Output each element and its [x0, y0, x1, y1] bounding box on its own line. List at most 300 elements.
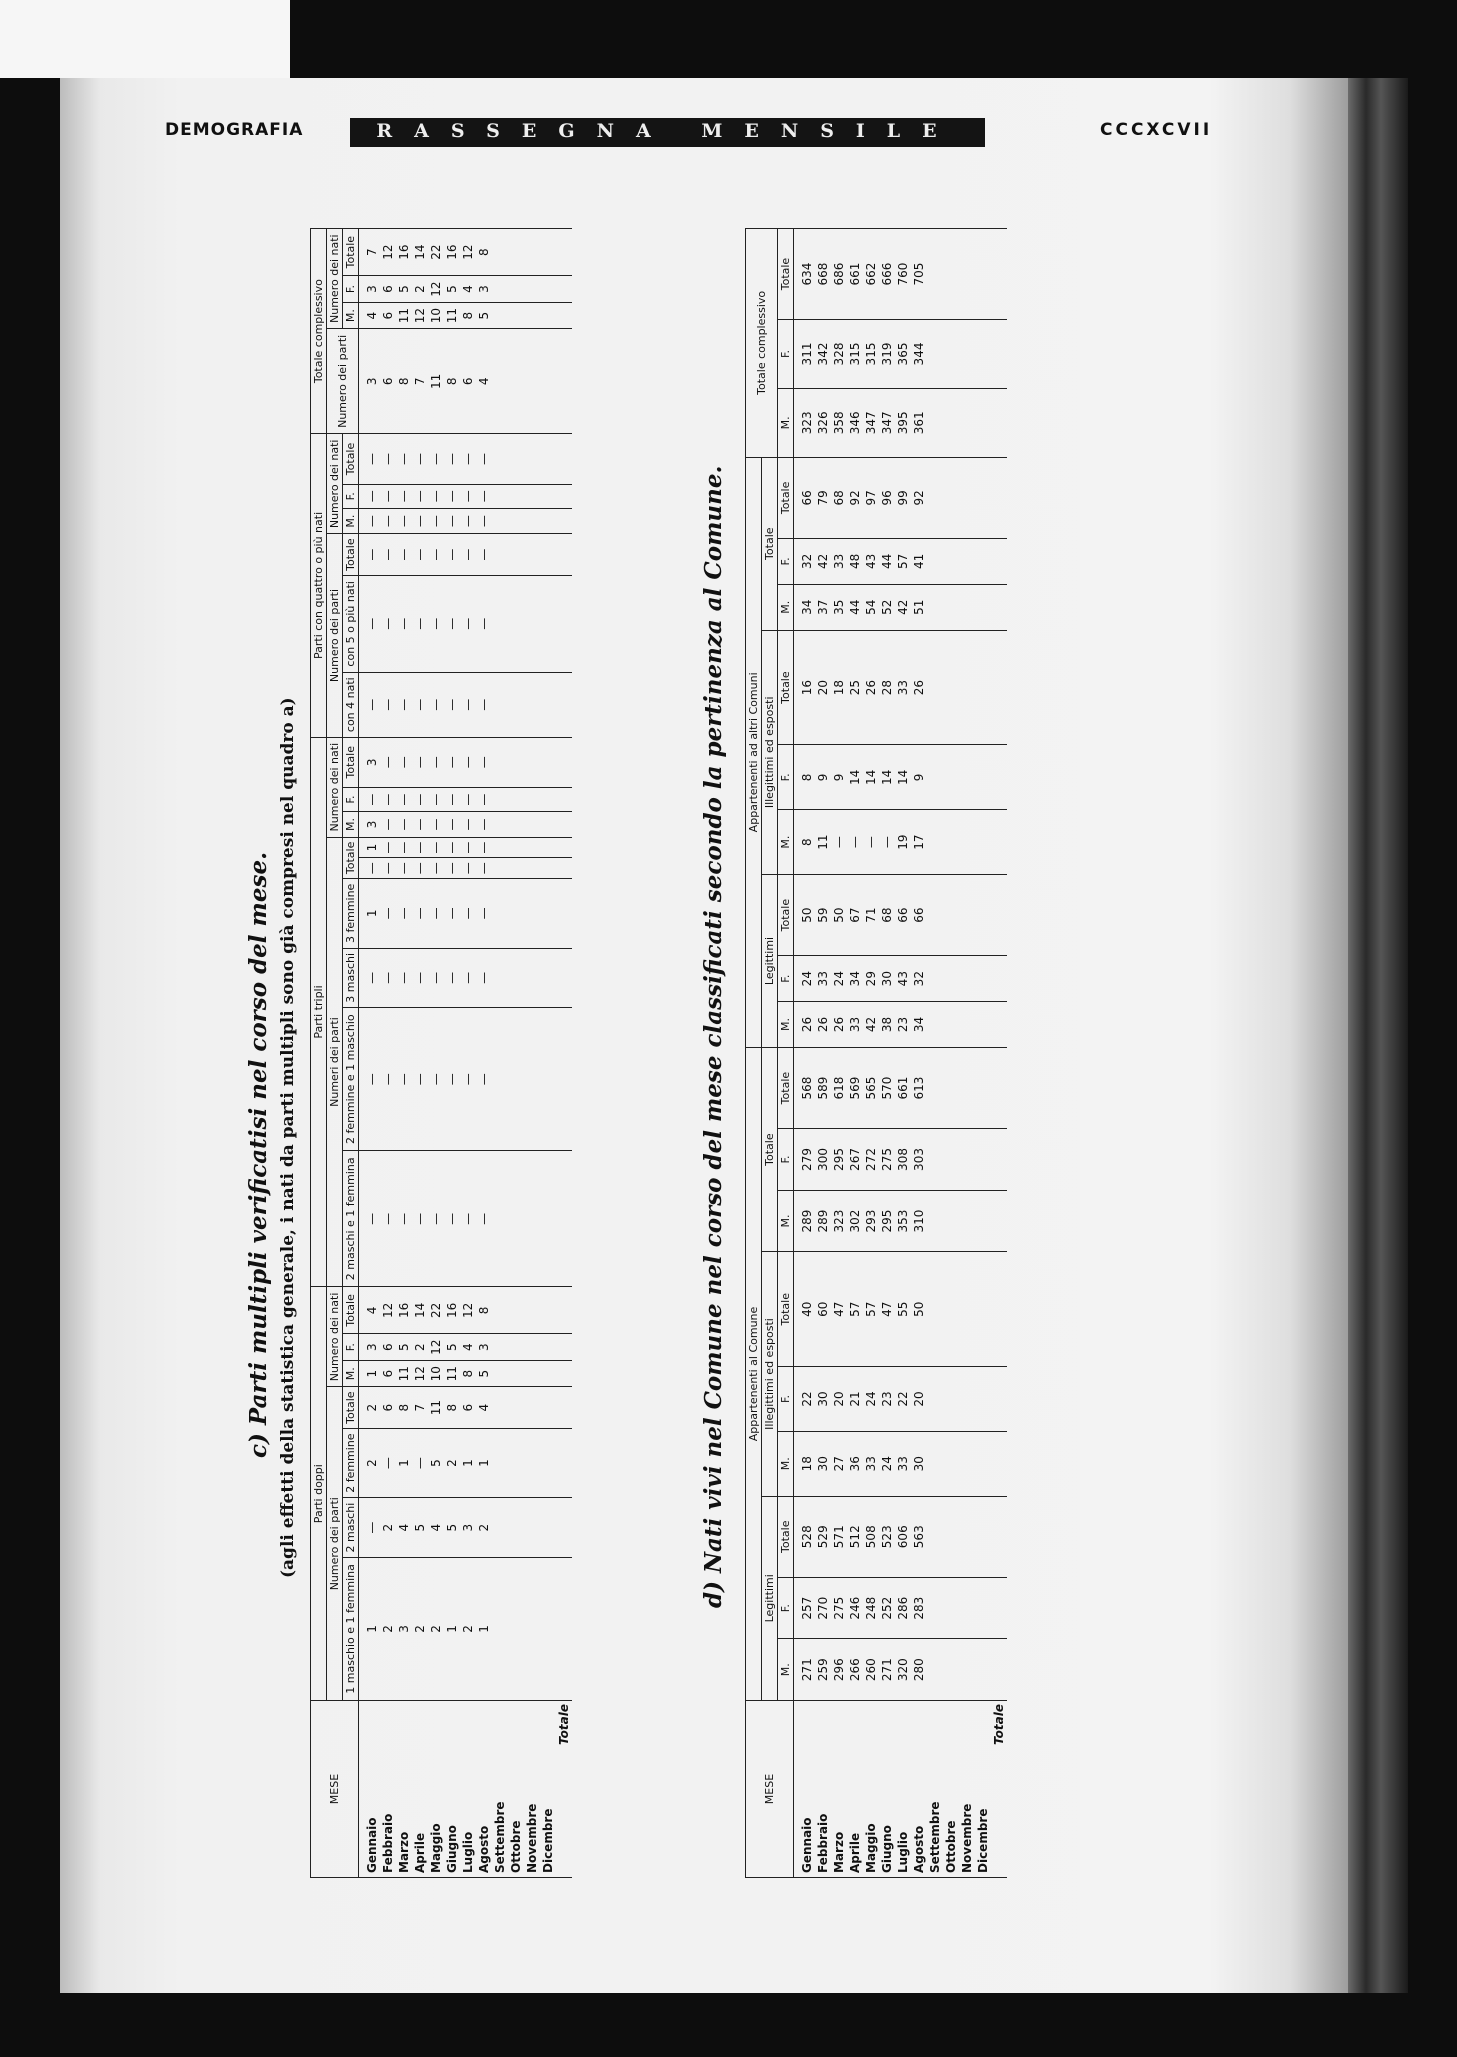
table-cell [524, 1387, 540, 1428]
table-cell: 43 [895, 956, 911, 1002]
table-cell: 26 [911, 630, 927, 745]
header-banner-rule [350, 144, 985, 147]
table-cell: 12 [428, 276, 444, 303]
table-cell [943, 1431, 959, 1496]
table-cell: — [476, 858, 492, 879]
table-cell [943, 538, 959, 584]
table-cell: — [412, 484, 428, 508]
table-cell: 11 [396, 1360, 412, 1387]
table-cell: 24 [831, 956, 847, 1002]
table-cell: — [359, 1151, 381, 1287]
table-cell: — [412, 1008, 428, 1151]
table-cell: 66 [794, 457, 816, 538]
table-cell [943, 1047, 959, 1128]
total-cell [556, 948, 572, 1007]
table-cell [975, 388, 991, 457]
table-cell: 25 [847, 630, 863, 745]
table-cell: 10 [428, 1360, 444, 1387]
sub-illegittimi: Illegittimi ed esposti [762, 630, 778, 874]
table-cell: 347 [863, 388, 879, 457]
col-tre-maschi: 3 maschi [343, 948, 359, 1007]
table-cell: — [359, 508, 381, 534]
table-cell: — [380, 484, 396, 508]
table-cell: — [412, 948, 428, 1007]
table-cell: — [396, 575, 412, 672]
table-cell: 315 [847, 320, 863, 389]
table-row [476, 229, 492, 1878]
table-cell: 66 [911, 874, 927, 955]
table-cell [492, 672, 508, 737]
table-cell [540, 229, 556, 276]
sub-numero-nati: Numero dei nati [327, 229, 343, 329]
table-cell: 16 [444, 229, 460, 276]
table-cell [508, 1151, 524, 1287]
table-cell: 1 [359, 1360, 381, 1387]
col-m: M. [343, 508, 359, 534]
table-cell: — [412, 837, 428, 858]
table-cell: 260 [863, 1639, 879, 1701]
table-cell [524, 1360, 540, 1387]
sub-numero-parti: Numero dei parti [327, 329, 359, 434]
table-cell: — [460, 948, 476, 1007]
table-cell [492, 1557, 508, 1700]
col-totale: Totale [778, 229, 794, 320]
table-cell: 1 [359, 837, 381, 858]
col-totale: Totale [778, 630, 794, 745]
table-cell: 18 [794, 1431, 816, 1496]
table-cell [975, 229, 991, 320]
table-cell [524, 812, 540, 838]
table-cell [927, 810, 943, 875]
table-cell [540, 276, 556, 303]
table-cell: 252 [879, 1577, 895, 1639]
table-cell: 23 [879, 1367, 895, 1432]
table-cell: 3 [359, 329, 381, 434]
table-row [831, 229, 847, 1878]
table-cell: — [380, 1008, 396, 1151]
table-cell: 30 [815, 1367, 831, 1432]
table-cell [524, 1334, 540, 1361]
table-cell: — [460, 672, 476, 737]
table-cell: 3 [359, 276, 381, 303]
table-cell [508, 508, 524, 534]
table-cell: 7 [359, 229, 381, 276]
table-cell [975, 1002, 991, 1048]
col-m: M. [343, 1360, 359, 1387]
table-cell [508, 1287, 524, 1334]
table-cell [959, 457, 975, 538]
total-cell [991, 630, 1007, 745]
table-cell [492, 837, 508, 858]
table-cell [540, 672, 556, 737]
total-label: Totale [991, 1701, 1007, 1878]
month-label: Ottobre [508, 1701, 524, 1878]
col-m: M. [778, 1002, 794, 1048]
table-cell: — [359, 484, 381, 508]
table-cell [492, 1428, 508, 1498]
table-cell: — [444, 508, 460, 534]
table-cell [524, 1151, 540, 1287]
table-cell: 50 [831, 874, 847, 955]
sub-legittimi: Legittimi [762, 1496, 778, 1700]
table-cell: 346 [847, 388, 863, 457]
total-row [991, 229, 1007, 1878]
total-cell [556, 858, 572, 879]
table-cell: 4 [396, 1498, 412, 1557]
col-con-quattro: con 4 nati [343, 672, 359, 737]
col-tre-femmine: 3 femmine [343, 879, 359, 949]
col-due-maschi: 2 maschi [343, 1498, 359, 1557]
total-cell [991, 1577, 1007, 1639]
table-cell: 96 [879, 457, 895, 538]
table-cell [927, 1252, 943, 1367]
table-cell: 8 [396, 329, 412, 434]
table-cell: — [460, 787, 476, 811]
table-cell: 10 [428, 302, 444, 329]
table-cell: 1 [460, 1428, 476, 1498]
month-label: Marzo [831, 1701, 847, 1878]
total-cell [556, 1008, 572, 1151]
table-cell: — [380, 1428, 396, 1498]
table-cell: 29 [863, 956, 879, 1002]
table-cell [508, 672, 524, 737]
sub-numero-nati: Numero dei nati [327, 737, 343, 837]
col-totale: Totale [778, 874, 794, 955]
table-cell [492, 276, 508, 303]
total-cell [556, 1151, 572, 1287]
month-label: Aprile [847, 1701, 863, 1878]
table-cell: 41 [911, 538, 927, 584]
table-cell [959, 630, 975, 745]
table-cell [927, 1496, 943, 1577]
table-cell: — [380, 434, 396, 484]
total-cell [991, 320, 1007, 389]
table-cell [540, 787, 556, 811]
table-cell [524, 534, 540, 575]
table-cell [975, 1639, 991, 1701]
month-label: Dicembre [540, 1701, 556, 1878]
table-cell [540, 434, 556, 484]
table-cell: 523 [879, 1496, 895, 1577]
total-cell [556, 276, 572, 303]
table-cell [524, 948, 540, 1007]
table-cell [524, 484, 540, 508]
table-cell: 8 [396, 1387, 412, 1428]
table-cell: 323 [794, 388, 816, 457]
col-f: F. [778, 320, 794, 389]
table-cell: 662 [863, 229, 879, 320]
table-cell [540, 1360, 556, 1387]
table-cell: — [428, 948, 444, 1007]
table-cell [975, 1190, 991, 1252]
table-cell: 28 [879, 630, 895, 745]
table-cell: 92 [911, 457, 927, 538]
table-cell: 275 [831, 1577, 847, 1639]
table-row [895, 229, 911, 1878]
table-cell [927, 1047, 943, 1128]
table-cell: 23 [895, 1002, 911, 1048]
table-cell: 5 [396, 1334, 412, 1361]
table-cell [540, 484, 556, 508]
table-cell [492, 787, 508, 811]
table-cell: — [444, 1008, 460, 1151]
table-cell [492, 948, 508, 1007]
table-cell: 248 [863, 1577, 879, 1639]
table-cell: 48 [847, 538, 863, 584]
table-cell: 323 [831, 1190, 847, 1252]
table-cell: 6 [380, 329, 396, 434]
table-d-title: d) Nati vivi nel Comune nel corso del mese classificati secondo la pertinenza al Comune. [700, 465, 727, 1608]
table-cell: 4 [476, 1387, 492, 1428]
table-cell: 42 [895, 584, 911, 630]
table-cell: 43 [863, 538, 879, 584]
table-cell: — [428, 1151, 444, 1287]
table-cell [492, 329, 508, 434]
table-cell: — [380, 948, 396, 1007]
table-cell: 30 [911, 1431, 927, 1496]
total-cell [556, 787, 572, 811]
table-cell: 24 [863, 1367, 879, 1432]
table-cell [524, 879, 540, 949]
col-totale: Totale [343, 1287, 359, 1334]
table-cell: 34 [911, 1002, 927, 1048]
table-cell [927, 1129, 943, 1191]
table-cell: 26 [831, 1002, 847, 1048]
col-m: M. [343, 812, 359, 838]
table-cell: 35 [831, 584, 847, 630]
table-cell: 5 [412, 1498, 428, 1557]
table-cell: 8 [444, 329, 460, 434]
table-cell: 1 [396, 1428, 412, 1498]
group-appartenenti-comune: Appartenenti al Comune [746, 1047, 762, 1700]
table-cell: 315 [863, 320, 879, 389]
header-banner: RASSEGNA MENSILE [350, 118, 985, 144]
col-totale: Totale [778, 1047, 794, 1128]
table-cell [959, 1047, 975, 1128]
table-cell: — [428, 672, 444, 737]
table-cell: — [380, 858, 396, 879]
table-cell: 34 [847, 956, 863, 1002]
table-cell: 68 [831, 457, 847, 538]
col-totale: Totale [343, 737, 359, 787]
table-cell [540, 575, 556, 672]
col-due-femmine: 2 femmine [343, 1428, 359, 1498]
table-cell: 289 [815, 1190, 831, 1252]
table-cell: 634 [794, 229, 816, 320]
table-cell: 42 [815, 538, 831, 584]
sub-totale: Totale [762, 457, 778, 630]
table-row [943, 229, 959, 1878]
col-m: M. [778, 1190, 794, 1252]
table-cell [943, 584, 959, 630]
col-f: F. [343, 787, 359, 811]
table-cell: 33 [847, 1002, 863, 1048]
table-cell: — [428, 787, 444, 811]
table-cell [943, 388, 959, 457]
table-cell: 668 [815, 229, 831, 320]
table-cell: 17 [911, 810, 927, 875]
table-cell: 257 [794, 1577, 816, 1639]
table-cell: — [359, 1498, 381, 1557]
total-cell [991, 1129, 1007, 1191]
total-cell [556, 879, 572, 949]
table-row [927, 229, 943, 1878]
table-cell: 12 [412, 1360, 428, 1387]
table-cell: — [380, 837, 396, 858]
table-cell: 280 [911, 1639, 927, 1701]
table-cell: 57 [863, 1252, 879, 1367]
table-cell: 5 [444, 1498, 460, 1557]
table-cell [975, 630, 991, 745]
table-cell: 71 [863, 874, 879, 955]
table-cell [508, 302, 524, 329]
col-m: M. [778, 584, 794, 630]
table-cell: 11 [444, 1360, 460, 1387]
month-label: Maggio [863, 1701, 879, 1878]
table-cell [492, 1008, 508, 1151]
table-cell: — [460, 837, 476, 858]
table-row [444, 229, 460, 1878]
table-cell: 9 [831, 745, 847, 810]
total-cell [991, 1190, 1007, 1252]
sub-totale: Totale [762, 1047, 778, 1251]
table-cell: 319 [879, 320, 895, 389]
table-cell: 3 [359, 812, 381, 838]
table-cell [508, 1360, 524, 1387]
table-cell: 3 [359, 1334, 381, 1361]
sub-numero-nati: Numero dei nati [327, 1287, 343, 1387]
table-cell: — [460, 858, 476, 879]
table-cell: 30 [879, 956, 895, 1002]
table-cell: 2 [444, 1428, 460, 1498]
table-cell: 1 [359, 1557, 381, 1700]
table-cell: 565 [863, 1047, 879, 1128]
table-cell: 2 [380, 1557, 396, 1700]
table-cell: 55 [895, 1252, 911, 1367]
table-row [396, 229, 412, 1878]
table-cell: 1 [444, 1557, 460, 1700]
month-label: Settembre [927, 1701, 943, 1878]
table-cell: — [444, 672, 460, 737]
table-cell: 68 [879, 874, 895, 955]
table-cell [540, 1287, 556, 1334]
table-cell [927, 956, 943, 1002]
table-cell [975, 457, 991, 538]
table-cell: — [476, 737, 492, 787]
table-cell: — [476, 1008, 492, 1151]
col-f: F. [778, 1577, 794, 1639]
table-cell [508, 1498, 524, 1557]
table-cell: 12 [460, 1287, 476, 1334]
month-label: Agosto [911, 1701, 927, 1878]
table-cell [524, 672, 540, 737]
table-c-title: c) Parti multipli verificatisi nel corso del mese. [245, 851, 272, 1458]
table-cell: — [359, 534, 381, 575]
table-cell [975, 745, 991, 810]
table-cell: — [831, 810, 847, 875]
table-cell: 5 [396, 276, 412, 303]
table-cell: — [879, 810, 895, 875]
month-label: Marzo [396, 1701, 412, 1878]
table-cell: 3 [476, 276, 492, 303]
table-cell: — [396, 672, 412, 737]
col-totale: Totale [343, 837, 359, 878]
table-cell: 20 [831, 1367, 847, 1432]
table-cell: — [460, 575, 476, 672]
table-cell: 5 [444, 1334, 460, 1361]
table-cell: — [476, 672, 492, 737]
table-cell: — [476, 575, 492, 672]
table-cell: 283 [911, 1577, 927, 1639]
table-cell: — [396, 879, 412, 949]
table-cell [508, 1557, 524, 1700]
table-cell [508, 434, 524, 484]
month-label: Giugno [879, 1701, 895, 1878]
table-cell [540, 1387, 556, 1428]
table-cell: — [444, 948, 460, 1007]
table-cell: — [380, 534, 396, 575]
table-cell [540, 812, 556, 838]
table-cell [540, 302, 556, 329]
table-cell [959, 1431, 975, 1496]
total-cell [556, 1498, 572, 1557]
table-cell [524, 434, 540, 484]
table-cell: 14 [412, 1287, 428, 1334]
table-cell: 12 [380, 1287, 396, 1334]
col-f: F. [778, 538, 794, 584]
col-due-femmine-un-maschio: 2 femmine e 1 maschio [343, 1008, 359, 1151]
table-cell [959, 874, 975, 955]
table-cell: 705 [911, 229, 927, 320]
table-cell: 508 [863, 1496, 879, 1577]
table-cell [943, 1577, 959, 1639]
table-cell: — [412, 508, 428, 534]
table-cell [524, 837, 540, 858]
table-cell [524, 858, 540, 879]
col-m: M. [778, 810, 794, 875]
table-cell: 267 [847, 1129, 863, 1191]
table-cell: 8 [476, 1287, 492, 1334]
total-cell [556, 534, 572, 575]
table-cell [540, 837, 556, 858]
total-cell [991, 1431, 1007, 1496]
col-con-cinque: con 5 o più nati [343, 575, 359, 672]
table-cell: 16 [396, 1287, 412, 1334]
table-cell: 3 [460, 1498, 476, 1557]
table-cell: — [428, 837, 444, 858]
table-cell: — [460, 434, 476, 484]
table-cell: 1 [476, 1557, 492, 1700]
table-cell: 37 [815, 584, 831, 630]
table-cell [975, 1047, 991, 1128]
table-cell: 3 [396, 1557, 412, 1700]
table-cell [492, 1151, 508, 1287]
table-cell: 295 [879, 1190, 895, 1252]
table-cell: — [444, 812, 460, 838]
table-cell: 19 [895, 810, 911, 875]
table-cell: — [460, 534, 476, 575]
table-cell: 9 [911, 745, 927, 810]
table-cell: 8 [444, 1387, 460, 1428]
table-row [975, 229, 991, 1878]
table-cell: 395 [895, 388, 911, 457]
table-cell: 36 [847, 1431, 863, 1496]
table-cell [492, 1360, 508, 1387]
table-cell [927, 1639, 943, 1701]
table-cell: — [359, 948, 381, 1007]
table-cell: — [460, 508, 476, 534]
table-cell [943, 229, 959, 320]
